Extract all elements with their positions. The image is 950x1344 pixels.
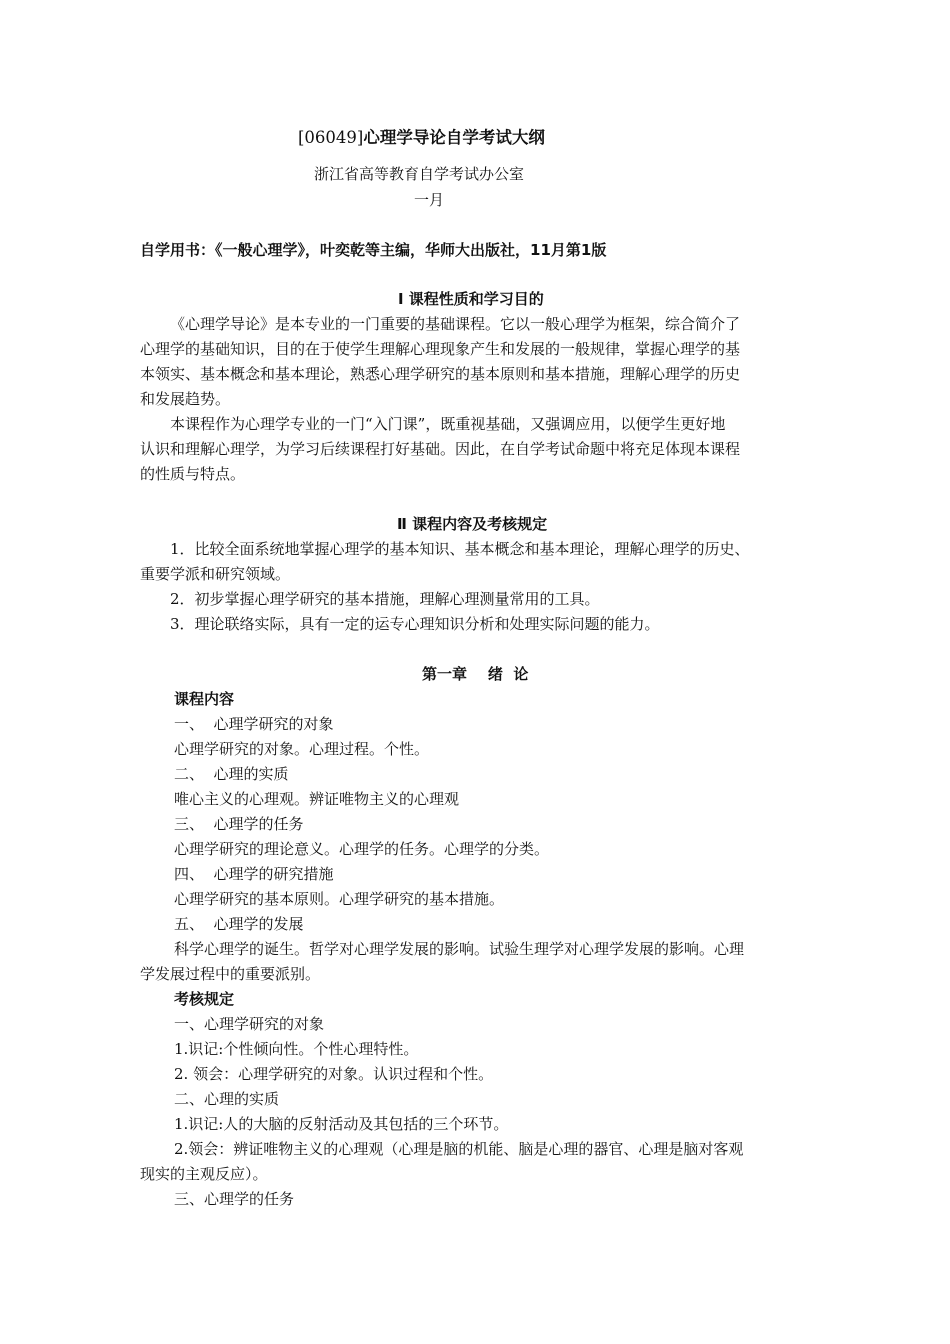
course-code: [06049] [298,128,364,147]
paragraph-line: 认识和理解心理学，为学习后续课程打好基础。因此，在自学考试命题中将充足体现本课程 [140,440,741,458]
exam-line: 2.领会：辨证唯物主义的心理观（心理是脑的机能、脑是心理的器官、心理是脑对客观 [174,1140,744,1158]
section-1-heading: Ⅰ 课程性质和学习目的 [398,290,544,308]
exam-line: 2. 领会：心理学研究的对象。认识过程和个性。 [174,1065,494,1083]
content-line: 五、 心理学的发展 [174,915,304,933]
exam-line: 三、心理学的任务 [174,1190,295,1208]
paragraph-line: 《心理学导论》是本专业的一门重要的基础课程。它以一般心理学为框架，综合简介了 [170,315,741,333]
exam-line: 现实的主观反应）。 [140,1165,268,1183]
issue-date: 一月 [414,191,445,209]
content-line: 心理学研究的理论意义。心理学的任务。心理学的分类。 [174,840,550,858]
course-title: 心理学导论自学考试大纲 [363,128,545,147]
content-line: 科学心理学的诞生。哲学对心理学发展的影响。试验生理学对心理学发展的影响。心理 [174,940,745,958]
requirement-item: 2．初步掌握心理学研究的基本措施，理解心理测量常用的工具。 [170,590,600,608]
requirement-item: 重要学派和研究领域。 [140,565,291,583]
content-line: 二、 心理的实质 [174,765,289,783]
paragraph-line: 本领实、基本概念和基本理论，熟悉心理学研究的基本原则和基本措施，理解心理学的历史 [140,365,741,383]
content-line: 心理学研究的对象。心理过程。个性。 [174,740,430,758]
requirement-item: 1．比较全面系统地掌握心理学的基本知识、基本概念和基本理论，理解心理学的历史、 [170,540,750,558]
exam-line: 一、心理学研究的对象 [174,1015,325,1033]
exam-label: 考核规定 [174,990,235,1008]
content-line: 心理学研究的基本原则。心理学研究的基本措施。 [174,890,505,908]
exam-line: 1.识记:个性倾向性。个性心理特性。 [174,1040,419,1058]
exam-line: 二、心理的实质 [174,1090,280,1108]
content-line: 唯心主义的心理观。辨证唯物主义的心理观 [174,790,460,808]
document-title [298,128,545,148]
paragraph-line: 和发展趋势。 [140,390,231,408]
paragraph-line: 本课程作为心理学专业的一门“入门课”，既重视基础，又强调应用，以便学生更好地 [170,415,726,433]
paragraph-line: 心理学的基础知识，目的在于使学生理解心理现象产生和发展的一般规律，掌握心理学的基 [140,340,741,358]
requirement-item: 3．理论联络实际，具有一定的运专心理知识分析和处理实际问题的能力。 [170,615,660,633]
section-2-heading: Ⅱ 课程内容及考核规定 [397,515,548,533]
content-line: 三、 心理学的任务 [174,815,304,833]
issuer: 浙江省高等教育自学考试办公室 [314,165,525,183]
content-line: 学发展过程中的重要派别。 [140,965,321,983]
paragraph-line: 的性质与特点。 [140,465,246,483]
exam-line: 1.识记:人的大脑的反射活动及其包括的三个环节。 [174,1115,509,1133]
content-line: 四、 心理学的研究措施 [174,865,334,883]
content-line: 一、 心理学研究的对象 [174,715,334,733]
textbook-info: 自学用书：《一般心理学》，叶奕乾等主编，华师大出版社，11月第1版 [140,241,607,259]
chapter-1-heading: 第一章 绪 论 [422,665,529,683]
content-label: 课程内容 [174,690,235,708]
